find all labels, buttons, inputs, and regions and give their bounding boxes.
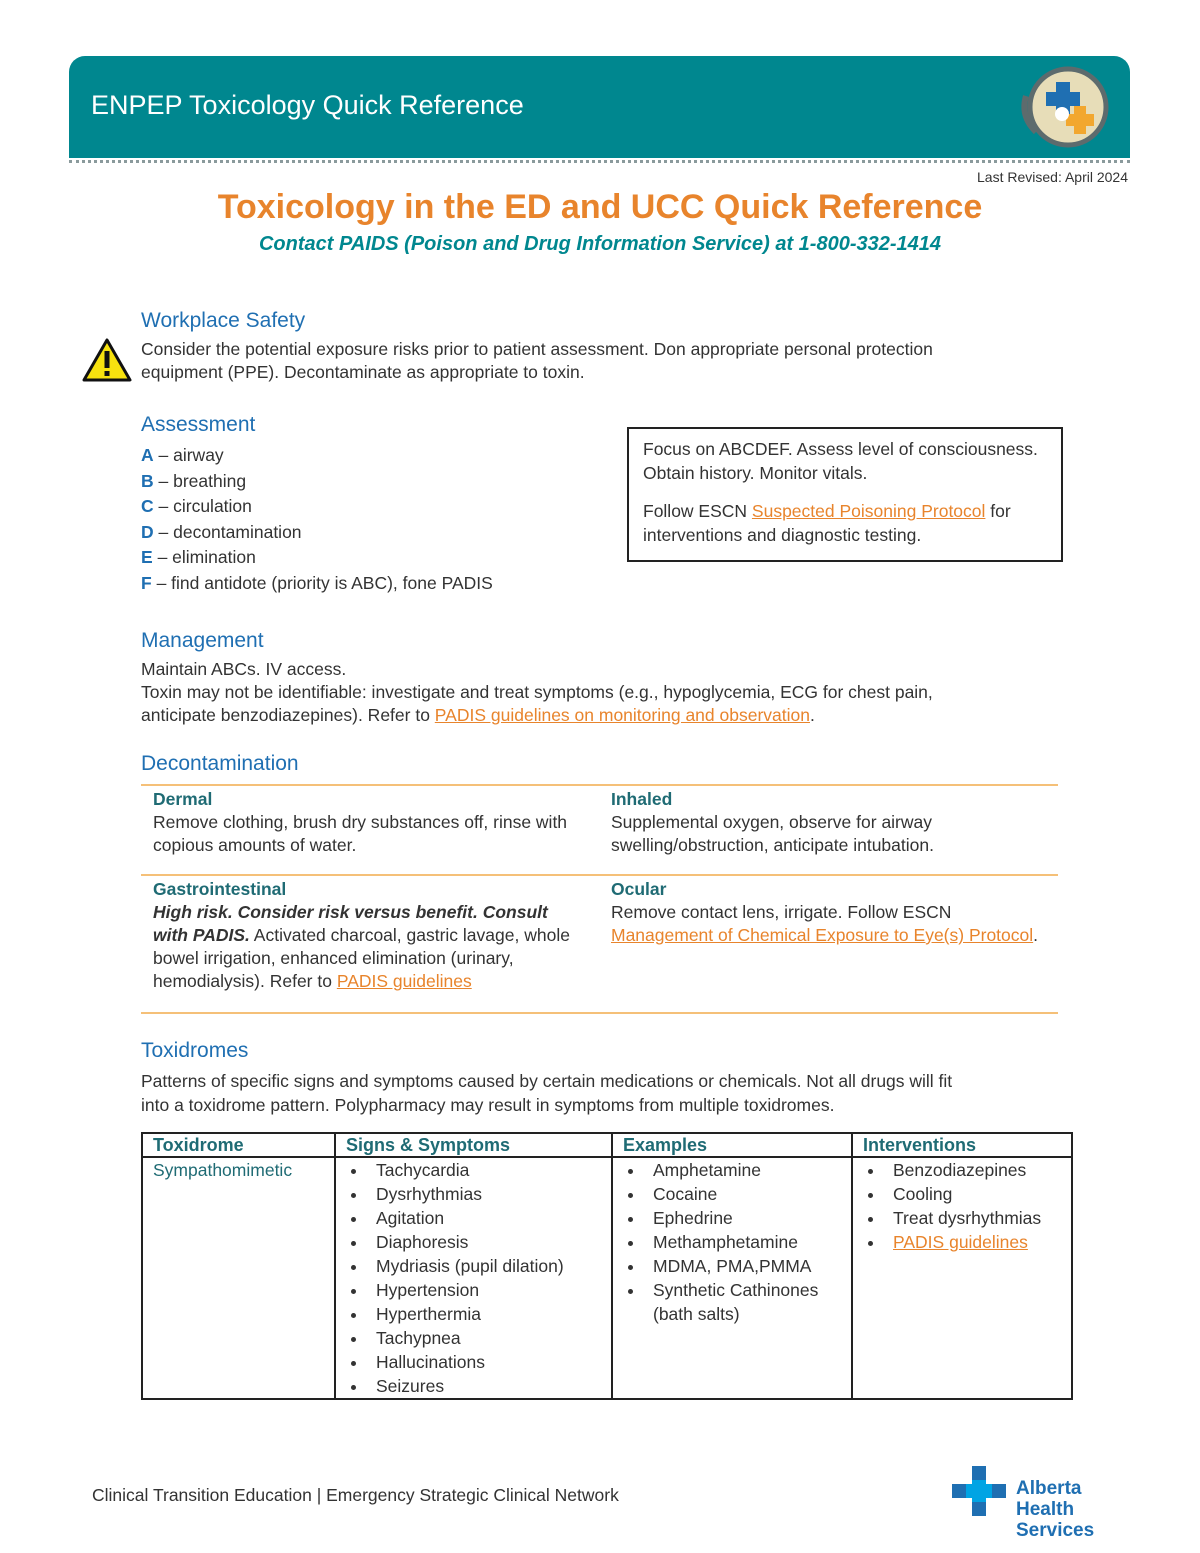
list-item <box>141 520 493 546</box>
column-header: Examples <box>612 1133 852 1157</box>
enpep-logo-icon <box>1016 66 1112 148</box>
protocol-prefix: Follow ESCN <box>643 501 752 521</box>
abc-text: – airway <box>158 445 224 465</box>
toxidrome-name: Sympathomimetic <box>142 1157 335 1399</box>
interventions-cell <box>852 1157 1072 1399</box>
abc-text: – find antidote (priority is ABC), fone PADIS <box>156 572 493 593</box>
list-item: • Dysrhythmias <box>368 1182 601 1206</box>
abc-letter: D <box>141 521 154 542</box>
list-item: • Tachypnea <box>368 1326 601 1350</box>
examples-cell <box>612 1157 852 1399</box>
dermal-heading: Dermal <box>153 789 213 809</box>
list-item: • Treat dysrhythmias <box>885 1206 1061 1230</box>
decon-row <box>141 874 1058 1014</box>
footer-text: Clinical Transition Education | Emergency Strategic Clinical Network <box>92 1485 619 1505</box>
management-line: Toxin may not be identifiable: investigate and treat symptoms (e.g., hypoglycemia, ECG for chest pain, <box>141 682 933 702</box>
workplace-safety-line: equipment (PPE). Decontaminate as appropriate to toxin. <box>141 362 585 382</box>
list-item: • Hyperthermia <box>368 1302 601 1326</box>
list-item: • Agitation <box>368 1206 601 1230</box>
list-item <box>141 571 493 597</box>
list-item: • Seizures <box>368 1374 601 1398</box>
list-item <box>141 469 493 495</box>
decontamination-heading: Decontamination <box>141 752 299 775</box>
management-heading: Management <box>141 629 264 652</box>
list-item: • Synthetic Cathinones (bath salts) <box>645 1278 841 1326</box>
abc-letter: A <box>141 445 154 465</box>
ocular-body-text: Remove contact lens, irrigate. Follow ESCN <box>611 902 952 922</box>
signs-cell <box>335 1157 612 1399</box>
abc-text: – decontamination <box>158 521 302 542</box>
ocular-heading: Ocular <box>611 879 667 899</box>
dermal-cell <box>141 786 599 874</box>
inhaled-cell <box>599 786 1057 874</box>
management-text <box>141 658 933 727</box>
toxidromes-heading: Toxidromes <box>141 1039 249 1062</box>
abc-text: – circulation <box>158 496 252 516</box>
gastrointestinal-text <box>153 901 587 993</box>
assessment-focus-box <box>627 427 1063 562</box>
gi-warning-text: High risk. Consider risk versus benefit. Consult with PADIS. <box>153 902 548 945</box>
abc-letter: E <box>141 547 153 567</box>
workplace-safety-line: Consider the potential exposure risks prior to patient assessment. Don appropriate personal protection <box>141 339 933 359</box>
list-item <box>141 545 493 571</box>
alberta-health-services-logo <box>950 1464 1140 1541</box>
abc-letter: B <box>141 470 154 491</box>
table-row <box>142 1157 1072 1399</box>
toxidromes-intro-line: Patterns of specific signs and symptoms caused by certain medications or chemicals. Not all drugs will fit <box>141 1071 953 1091</box>
banner-title: ENPEP Toxicology Quick Reference <box>91 90 524 120</box>
column-header: Signs & Symptoms <box>335 1133 612 1157</box>
inhaled-heading: Inhaled <box>611 789 673 809</box>
workplace-safety-text <box>141 338 933 384</box>
suspected-poisoning-protocol-link[interactable]: Suspected Poisoning Protocol <box>751 501 986 521</box>
list-item: • Cocaine <box>645 1182 841 1206</box>
toxidromes-intro <box>141 1069 952 1117</box>
abc-letter: C <box>141 496 154 516</box>
logo-line: Services <box>1016 1520 1095 1541</box>
column-header: Toxidrome <box>142 1133 335 1157</box>
focus-text: Focus on ABCDEF. Assess level of consciousness. Obtain history. Monitor vitals. <box>643 439 1038 483</box>
decontamination-table <box>141 784 1058 1014</box>
signs-list <box>346 1158 601 1398</box>
abc-text: – elimination <box>157 547 256 567</box>
padis-guidelines-link[interactable]: PADIS guidelines <box>893 1232 1028 1252</box>
gi-body-text: Activated charcoal, gastric lavage, whole bowel irrigation, enhanced elimination (urinary, hemodialysis). Refer to <box>153 925 570 991</box>
list-item: • Hypertension <box>368 1278 601 1302</box>
decon-row <box>141 784 1058 874</box>
list-item: • Amphetamine <box>645 1158 841 1182</box>
protocol-suffix: for interventions and diagnostic testing. <box>643 501 1011 545</box>
inhaled-text: Supplemental oxygen, observe for airway swelling/obstruction, anticipate intubation. <box>611 812 934 855</box>
abc-letter: F <box>141 572 152 593</box>
workplace-safety-heading: Workplace Safety <box>141 309 306 332</box>
list-item <box>141 443 493 469</box>
chemical-eye-exposure-protocol-link[interactable]: Management of Chemical Exposure to Eye(s) Protocol <box>611 925 1034 945</box>
management-line <box>141 704 933 727</box>
padis-monitoring-link[interactable]: PADIS guidelines on monitoring and observation <box>434 705 810 725</box>
header-banner <box>69 56 1130 158</box>
warning-icon <box>82 338 132 382</box>
ocular-cell <box>599 876 1057 1012</box>
management-line: Maintain ABCs. IV access. <box>141 659 347 679</box>
list-item: • Cooling <box>885 1182 1061 1206</box>
list-item: • MDMA, PMA,PMMA <box>645 1254 841 1278</box>
examples-list <box>623 1158 841 1326</box>
focus-protocol-text <box>643 499 1047 547</box>
list-item: • Hallucinations <box>368 1350 601 1374</box>
list-item: • Ephedrine <box>645 1206 841 1230</box>
table-header-row <box>142 1133 1072 1157</box>
ocular-suffix: . <box>1033 925 1039 945</box>
column-header: Interventions <box>852 1133 1072 1157</box>
management-ref-suffix: . <box>809 705 815 725</box>
gastrointestinal-heading: Gastrointestinal <box>153 879 287 899</box>
interventions-list <box>863 1158 1061 1254</box>
toxidromes-intro-line: into a toxidrome pattern. Polypharmacy may result in symptoms from multiple toxidromes. <box>141 1095 835 1115</box>
ocular-text <box>611 901 1045 947</box>
gastrointestinal-cell <box>141 876 599 1012</box>
abcdef-list <box>141 443 493 596</box>
list-item: • Diaphoresis <box>368 1230 601 1254</box>
page-subtitle: Contact PAIDS (Poison and Drug Information Service) at 1-800-332-1414 <box>258 233 942 255</box>
assessment-heading: Assessment <box>141 413 256 436</box>
management-ref-prefix: anticipate benzodiazepines). Refer to <box>141 705 435 725</box>
list-item: • Tachycardia <box>368 1158 601 1182</box>
logo-line: Alberta Health <box>1016 1478 1082 1520</box>
list-item <box>141 494 493 520</box>
toxidrome-table <box>141 1132 1073 1400</box>
abc-text: – breathing <box>158 470 247 491</box>
list-item <box>885 1230 1061 1254</box>
header-dotted-divider <box>69 160 1130 163</box>
list-item: • Benzodiazepines <box>885 1158 1061 1182</box>
ahs-cross-icon <box>950 1464 1014 1520</box>
list-item: • Mydriasis (pupil dilation) <box>368 1254 601 1278</box>
padis-guidelines-link[interactable]: PADIS guidelines <box>336 971 472 991</box>
last-revised: Last Revised: April 2024 <box>977 169 1128 185</box>
page-title: Toxicology in the ED and UCC Quick Reference <box>217 188 983 226</box>
dermal-text: Remove clothing, brush dry substances off, rinse with copious amounts of water. <box>153 812 568 855</box>
list-item: • Methamphetamine <box>645 1230 841 1254</box>
